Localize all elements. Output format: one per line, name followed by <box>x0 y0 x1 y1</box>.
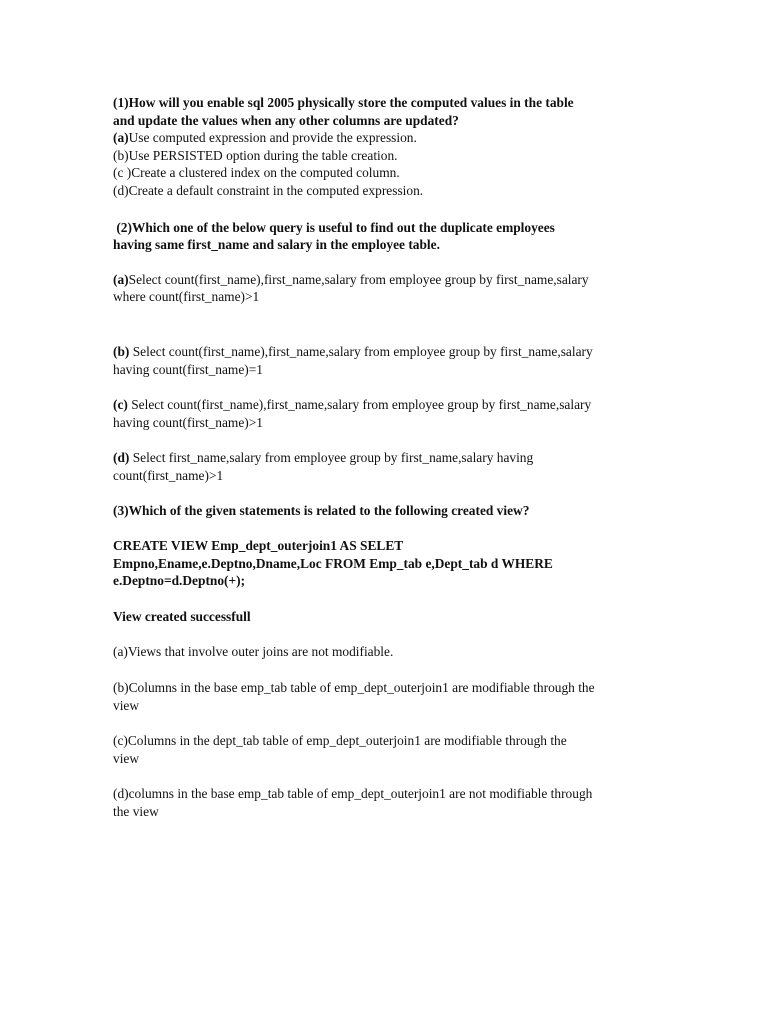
option-label: (a) <box>113 130 129 146</box>
code-line-2: Empno,Ename,e.Deptno,Dname,Loc FROM Emp_tab e,Dept_tab d WHERE <box>113 555 553 571</box>
question-3-result: View created successfull <box>113 608 251 624</box>
option-text-cont: where count(first_name)>1 <box>113 289 260 305</box>
question-1-title-line-2: and update the values when any other columns are updated? <box>113 112 459 128</box>
option-text: Select count(first_name),first_name,salary from employee group by first_name,salary <box>129 343 593 359</box>
question-2-option-c <box>113 396 673 431</box>
question-1-option-c: (c )Create a clustered index on the computed column. <box>113 165 400 181</box>
question-2 <box>113 219 673 485</box>
option-label: (a) <box>113 271 129 287</box>
question-2-option-a <box>113 271 673 306</box>
question-3-option-a: (a)Views that involve outer joins are not modifiable. <box>113 644 394 660</box>
option-label: (d) <box>113 450 130 466</box>
option-text: (b)Columns in the base emp_tab table of emp_dept_outerjoin1 are modifiable through the <box>113 680 595 696</box>
question-1-option-a <box>113 129 673 147</box>
option-text: Select count(first_name),first_name,salary from employee group by first_name,salary <box>128 271 589 287</box>
option-text: Use computed expression and provide the expression. <box>128 130 417 146</box>
question-1 <box>113 94 673 200</box>
option-text-cont: count(first_name)>1 <box>113 467 224 483</box>
option-label: (b) <box>113 343 130 359</box>
question-2-option-d <box>113 449 673 484</box>
code-line-3: e.Deptno=d.Deptno(+); <box>113 573 246 589</box>
option-text-cont: view <box>113 750 140 766</box>
option-label: (c) <box>113 397 128 413</box>
question-1-option-d: (d)Create a default constraint in the computed expression. <box>113 182 424 198</box>
option-text: Select count(first_name),first_name,salary from employee group by first_name,salary <box>127 397 592 413</box>
question-3-option-c <box>113 732 673 767</box>
question-2-option-b <box>113 343 673 378</box>
option-text-cont: the view <box>113 804 159 820</box>
question-2-title-line-1: (2)Which one of the below query is useful to find out the duplicate employees <box>113 219 555 235</box>
question-2-title-line-2: having same first_name and salary in the employee table. <box>113 237 440 253</box>
code-line-1: CREATE VIEW Emp_dept_outerjoin1 AS SELET <box>113 538 404 554</box>
question-1-title-line-1: (1)How will you enable sql 2005 physically store the computed values in the table <box>113 95 574 110</box>
option-text: Select first_name,salary from employee group by first_name,salary having <box>129 450 534 466</box>
option-text: (c)Columns in the dept_tab table of emp_dept_outerjoin1 are modifiable through the <box>113 733 567 749</box>
document-page <box>113 94 673 821</box>
option-text-cont: view <box>113 697 140 713</box>
option-text-cont: having count(first_name)=1 <box>113 361 263 377</box>
question-1-option-b: (b)Use PERSISTED option during the table creation. <box>113 147 398 163</box>
option-text-cont: having count(first_name)>1 <box>113 414 263 430</box>
question-3-title: (3)Which of the given statements is related to the following created view? <box>113 502 530 518</box>
question-3-option-b <box>113 679 673 714</box>
option-text: (d)columns in the base emp_tab table of emp_dept_outerjoin1 are not modifiable through <box>113 786 593 802</box>
question-3 <box>113 502 673 821</box>
question-3-option-d <box>113 785 673 820</box>
question-3-code <box>113 537 673 590</box>
